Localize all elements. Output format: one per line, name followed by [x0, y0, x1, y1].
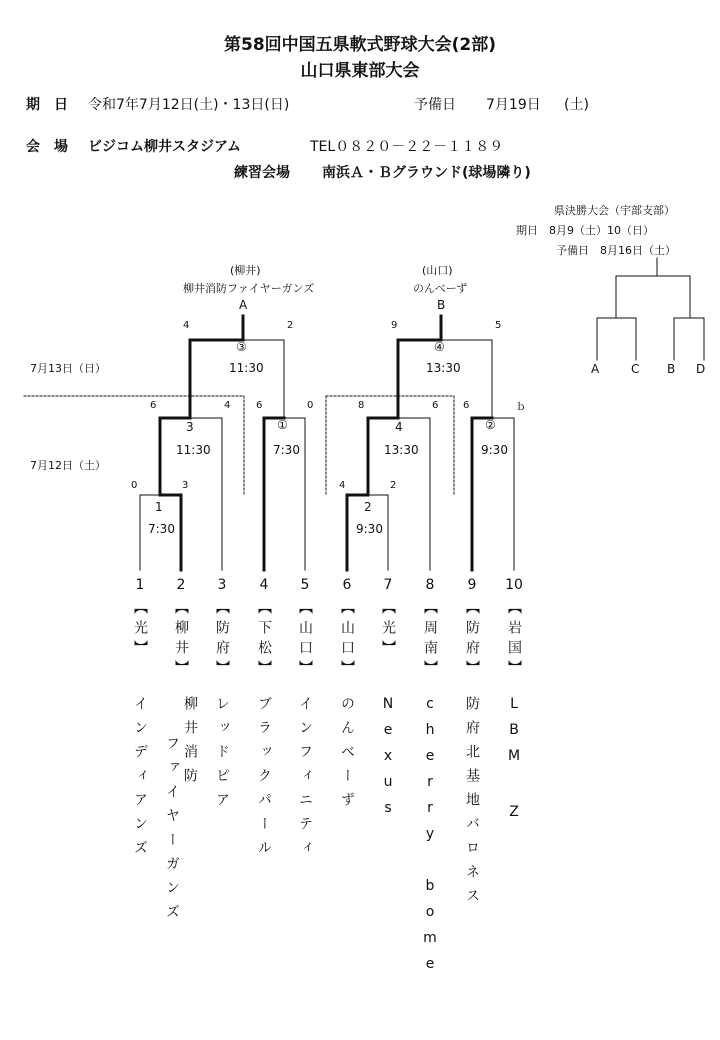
gamec1-time: 7:30 [273, 443, 300, 457]
reserve-value: 7月19日 [486, 97, 541, 113]
pref-slot-d: D [696, 362, 706, 376]
team-number: 1 [135, 577, 145, 593]
gamec4-time: 13:30 [426, 361, 461, 375]
game2-label: 2 [364, 500, 372, 514]
gamec4-score-right: 5 [495, 320, 502, 331]
gamec1-score-left: 6 [256, 400, 263, 411]
gamec3-label: ③ [236, 340, 247, 354]
winner-b-slot: B [437, 298, 446, 312]
gamec2-time: 9:30 [481, 443, 508, 457]
team-area: 【山口】 [297, 600, 313, 680]
game3-time: 11:30 [176, 443, 211, 457]
team-area: 【柳井】 [173, 600, 189, 680]
gamec3-time: 11:30 [229, 361, 264, 375]
dates-label: 期 日 [26, 97, 68, 113]
team-number: 8 [425, 577, 435, 593]
team-area: 【光】 [380, 600, 396, 660]
game4-time: 13:30 [384, 443, 419, 457]
team-name: LBM [506, 696, 522, 774]
round-date-day1: 7月12日（土） [30, 459, 106, 472]
team-area: 【下松】 [256, 600, 272, 680]
team-name: cherry [422, 696, 438, 852]
game3-label: 3 [186, 420, 194, 434]
team-name: ブラックパール [256, 696, 272, 864]
gamec3-score-left: 4 [183, 320, 190, 331]
venue-value: ビジコム柳井スタジアム [88, 139, 242, 155]
game1-score-right: 3 [182, 480, 189, 491]
gamec4-score-left: 9 [391, 320, 398, 331]
reserve-label: 予備日 [414, 97, 456, 113]
team-area: 【周南】 [422, 600, 438, 680]
team-area: 【防府】 [214, 600, 230, 680]
team-name-2: ファイヤーガンズ [164, 736, 180, 928]
reserve-day: (土) [564, 97, 589, 113]
team-name: 柳井消防 [182, 696, 198, 792]
team-name: インディアンズ [132, 696, 148, 864]
winner-b-area: (山口) [422, 264, 453, 277]
practice-label: 練習会場 [234, 165, 290, 181]
team-number: 2 [176, 577, 186, 593]
game4-score-right: 6 [432, 400, 439, 411]
team-name-2: bome [422, 878, 438, 982]
winner-a-area: (柳井) [230, 264, 261, 277]
game3-score-right: 4 [224, 400, 231, 411]
gamec1-score-right: 0 [307, 400, 314, 411]
winner-b-team: のんべーず [413, 282, 468, 295]
gamec3-score-right: 2 [287, 320, 294, 331]
team-name: レッドピア [214, 696, 230, 816]
team-number: 3 [217, 577, 227, 593]
practice-value: 南浜Ａ・Ｂグラウンド(球場隣り) [322, 165, 531, 181]
title-line-1: 第58回中国五県軟式野球大会(2部) [223, 35, 497, 55]
pref-slot-b: B [667, 362, 676, 376]
pref-final-dates: 期日 8月9（土）10（日） [516, 224, 654, 237]
round-date-day2: 7月13日（日） [30, 362, 106, 375]
game2-time: 9:30 [356, 522, 383, 536]
game1-label: 1 [155, 500, 163, 514]
game2-score-right: 2 [390, 480, 397, 491]
team-area: 【防府】 [464, 600, 480, 680]
gamec2-score-left: 6 [463, 400, 470, 411]
game4-score-left: 8 [358, 400, 365, 411]
pref-slot-a: A [591, 362, 600, 376]
pref-final-reserve: 予備日 8月16日（土） [556, 244, 676, 257]
team-number: 9 [467, 577, 477, 593]
dates-value: 令和7年7月12日(土)・13日(日) [88, 97, 290, 113]
title-line-2: 山口県東部大会 [300, 61, 420, 81]
game2-score-left: 4 [339, 480, 346, 491]
team-number: 6 [342, 577, 352, 593]
team-name: インフィニティ [297, 696, 313, 864]
team-name: のんべーず [339, 696, 355, 816]
team-area: 【岩国】 [506, 600, 522, 680]
winner-a-slot: A [239, 298, 248, 312]
team-name: 防府北基地バロネス [464, 696, 480, 912]
game4-label: 4 [395, 420, 403, 434]
pref-final-title: 県決勝大会（宇部支部） [554, 204, 675, 217]
team-area: 【山口】 [339, 600, 355, 680]
game3-score-left: 6 [150, 400, 157, 411]
venue-label: 会 場 [26, 139, 68, 155]
game1-score-left: 0 [131, 480, 138, 491]
team-number: 4 [259, 577, 269, 593]
gamec1-label: ① [277, 418, 288, 432]
team-area: 【光】 [132, 600, 148, 660]
gamec2-score-right: ｂ [516, 402, 526, 413]
team-name-2: Z [506, 804, 522, 830]
team-name: Nexus [380, 696, 396, 826]
team-number: 7 [383, 577, 393, 593]
venue-tel: TEL０８２０－２２－１１８９ [310, 139, 504, 155]
gamec4-label: ④ [434, 340, 445, 354]
team-number: 10 [505, 577, 523, 593]
team-number: 5 [300, 577, 310, 593]
pref-slot-c: C [631, 362, 640, 376]
game1-time: 7:30 [148, 522, 175, 536]
gamec2-label: ② [485, 418, 496, 432]
winner-a-team: 柳井消防ファイヤーガンズ [183, 282, 315, 295]
